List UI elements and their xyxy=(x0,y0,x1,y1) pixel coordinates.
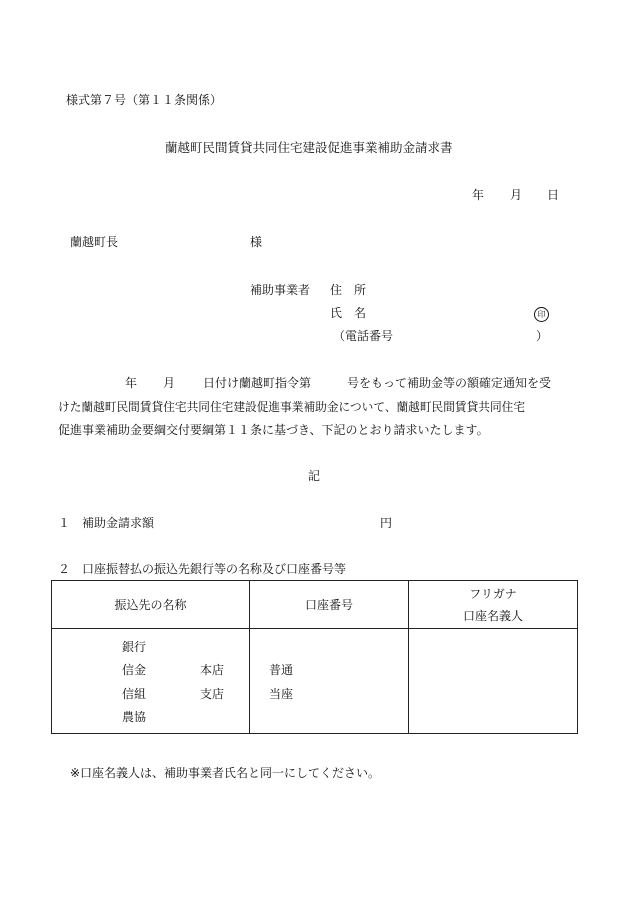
addressee-name: 蘭越町長 xyxy=(70,235,119,249)
header-bank-name: 振込先の名称 xyxy=(52,581,250,629)
header-account-holder: 口座名義人 xyxy=(462,608,523,623)
header-furigana: フリガナ xyxy=(469,586,517,601)
header-account-number: 口座番号 xyxy=(250,581,409,629)
name-label: 氏 名 xyxy=(330,306,367,320)
branch-type-branch: 支店 xyxy=(200,687,225,701)
seal-mark xyxy=(534,305,549,322)
seal-icon: 印 xyxy=(534,307,549,322)
item-1-unit: 円 xyxy=(380,516,393,530)
phone-label: （電話番号 xyxy=(333,329,394,343)
item-1-label: １ 補助金請求額 xyxy=(58,516,155,530)
addressee-honorific: 様 xyxy=(250,235,263,249)
bank-type-shinkumi: 信組 xyxy=(122,687,147,701)
date-month: 月 xyxy=(510,188,523,202)
bank-type-ginko: 銀行 xyxy=(122,640,147,654)
address-label: 住 所 xyxy=(330,283,367,297)
body-year: 年 xyxy=(125,376,138,390)
account-type-current: 当座 xyxy=(269,687,294,701)
body-notice-text: 号をもって補助金等の額確定通知を受 xyxy=(347,376,552,390)
bank-account-table xyxy=(51,580,578,734)
account-number-cell xyxy=(250,629,409,734)
body-month: 月 xyxy=(163,376,176,390)
body-order-text: 日付け蘭越町指令第 xyxy=(203,376,312,390)
phone-close: ） xyxy=(536,329,549,343)
header-holder xyxy=(409,581,578,629)
item-2-label: ２ 口座振替払の振込先銀行等の名称及び口座番号等 xyxy=(58,562,347,576)
account-type-ordinary: 普通 xyxy=(269,663,294,677)
date-year: 年 xyxy=(472,188,485,202)
body-line-2: けた蘭越町民間賃貸住宅共同住宅建設促進事業補助金について、蘭越町民間賃貸共同住宅 xyxy=(58,400,526,414)
ki-mark: 記 xyxy=(308,469,321,483)
bank-type-nokyo: 農協 xyxy=(122,710,147,724)
applicant-label: 補助事業者 xyxy=(250,283,311,297)
document-title: 蘭越町民間賃貸共同住宅建設促進事業補助金請求書 xyxy=(165,140,453,155)
branch-type-main: 本店 xyxy=(200,663,225,677)
note: ※口座名義人は、補助事業者氏名と同一にしてください。 xyxy=(70,766,381,780)
bank-name-cell xyxy=(52,629,250,734)
account-holder-cell xyxy=(409,629,578,734)
date-day: 日 xyxy=(547,188,560,202)
bank-type-shinkin: 信金 xyxy=(122,663,147,677)
body-line-3: 促進事業補助金要綱交付要綱第１１条に基づき、下記のとおり請求いたします。 xyxy=(58,423,489,437)
form-number: 様式第７号（第１１条関係） xyxy=(66,93,223,107)
